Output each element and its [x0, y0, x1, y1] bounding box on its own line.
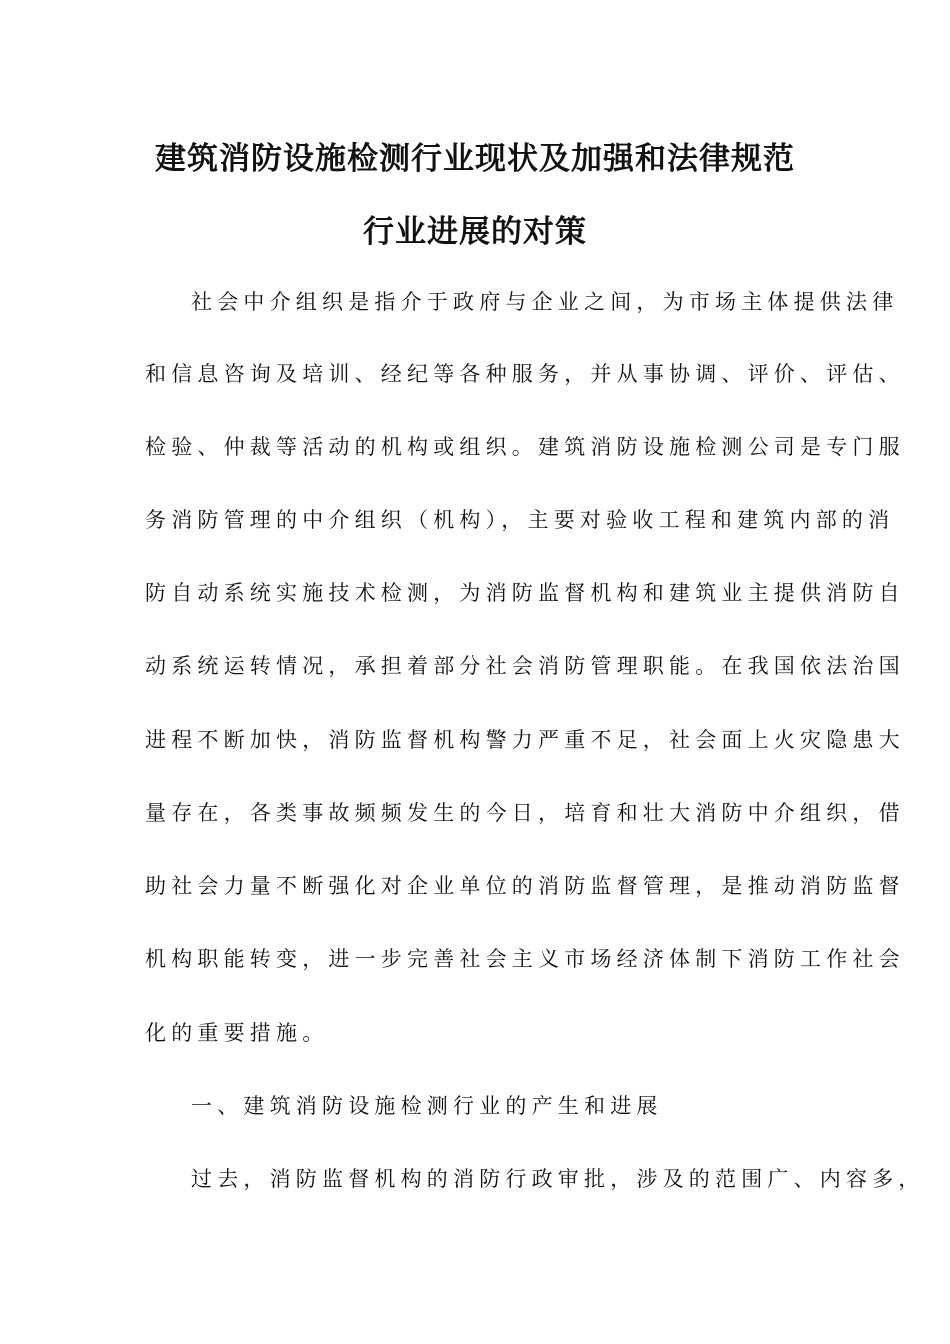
- paragraph-line: 过去，消防监督机构的消防行政审批，涉及的范围广、内容多，: [191, 1167, 925, 1191]
- paragraph-line: 助社会力量不断强化对企业单位的消防监督管理，是推动消防监督: [145, 874, 905, 898]
- paragraph-line: 检验、仲裁等活动的机构或组织。建筑消防设施检测公司是专门服: [145, 435, 905, 459]
- paragraph-line: 机构职能转变，进一步完善社会主义市场经济体制下消防工作社会: [145, 947, 905, 971]
- paragraph-line: 进程不断加快，消防监督机构警力严重不足，社会面上火灾隐患大: [145, 728, 905, 752]
- paragraph-line: 社会中介组织是指介于政府与企业之间，为市场主体提供法律: [191, 290, 899, 314]
- paragraph-line: 和信息咨询及培训、经纪等各种服务，并从事协调、评价、评估、: [145, 362, 905, 386]
- document-title-line-1: 建筑消防设施检测行业现状及加强和法律规范: [155, 141, 795, 177]
- section-heading: 一、建筑消防设施检测行业的产生和进展: [191, 1094, 663, 1118]
- paragraph-line: 务消防管理的中介组织（机构），主要对验收工程和建筑内部的消: [145, 508, 895, 532]
- paragraph-line: 化的重要措施。: [145, 1021, 329, 1045]
- paragraph-line: 防自动系统实施技术检测，为消防监督机构和建筑业主提供消防自: [145, 581, 905, 605]
- paragraph-line: 动系统运转情况，承担着部分社会消防管理职能。在我国依法治国: [145, 654, 905, 678]
- document-title-line-2: 行业进展的对策: [363, 214, 587, 250]
- paragraph-line: 量存在，各类事故频频发生的今日，培育和壮大消防中介组织，借: [145, 801, 905, 825]
